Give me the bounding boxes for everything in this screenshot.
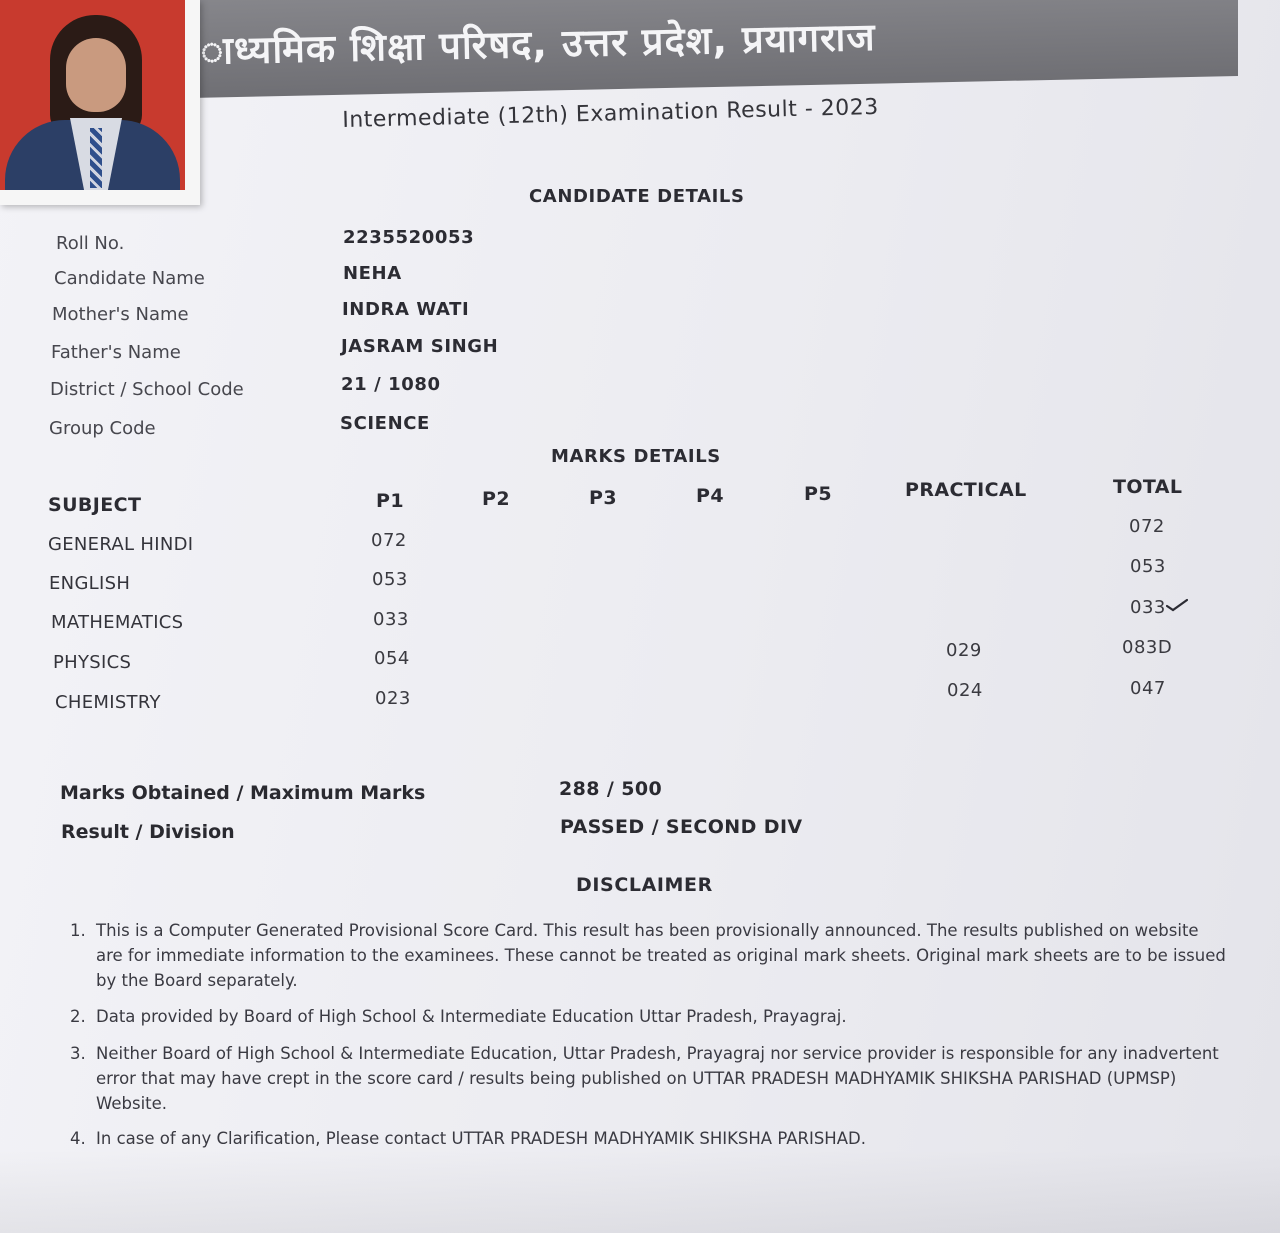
- subject-header: SUBJECT: [48, 494, 142, 516]
- mother-name-value: INDRA WATI: [342, 299, 470, 320]
- table-row-p1: 072: [371, 530, 407, 551]
- disclaimer-item-text: In case of any Clarification, Please contact UTTAR PRADESH MADHYAMIK SHIKSHA PARISHAD.: [96, 1129, 866, 1148]
- page-shadow: [0, 1150, 1280, 1233]
- group-code-label: Group Code: [49, 418, 156, 439]
- disclaimer-heading: DISCLAIMER: [576, 874, 713, 896]
- disclaimer-item-number: 2.: [70, 1007, 86, 1026]
- table-row-total: 047: [1130, 678, 1166, 699]
- candidate-photo: [0, 0, 200, 205]
- table-row-subject: GENERAL HINDI: [48, 534, 194, 555]
- disclaimer-item-number: 3.: [70, 1044, 86, 1063]
- table-row-total: 033: [1130, 597, 1166, 618]
- p4-header: P4: [696, 485, 724, 507]
- table-row-total: 083D: [1122, 637, 1173, 658]
- table-row-p1: 033: [373, 609, 409, 630]
- disclaimer-item: [70, 918, 1230, 993]
- table-row-p1: 053: [372, 569, 408, 590]
- board-title-hindi: ाध्यमिक शिक्षा परिषद, उत्तर प्रदेश, प्रयागराज: [200, 14, 877, 73]
- marks-obtained-label: Marks Obtained / Maximum Marks: [60, 782, 426, 804]
- table-row-p1: 054: [374, 648, 410, 669]
- total-header: TOTAL: [1113, 476, 1183, 498]
- disclaimer-item-number: 1.: [70, 921, 86, 940]
- candidate-name-label: Candidate Name: [54, 268, 205, 289]
- marks-obtained-value: 288 / 500: [559, 778, 663, 800]
- disclaimer-item-text: Neither Board of High School & Intermediate Education, Uttar Pradesh, Prayagraj nor service provider is responsible for any inadvertent error that may have crept in the score card / results being published on UTTAR PRADESH MADHYAMIK SHIKSHA PARISHAD (UPMSP) Website.: [96, 1044, 1219, 1113]
- disclaimer-item-text: This is a Computer Generated Provisional Score Card. This result has been provisionally announced. The results published on website are for immediate information to the examinees. These cannot be treated as original mark sheets. Original mark sheets are to be issued by the Board separately.: [96, 921, 1226, 990]
- table-row-subject: PHYSICS: [53, 652, 132, 673]
- disclaimer-item: [70, 1004, 1230, 1029]
- disclaimer-item-text: Data provided by Board of High School & Intermediate Education Uttar Pradesh, Prayagraj.: [96, 1007, 847, 1026]
- result-division-label: Result / Division: [61, 821, 235, 843]
- marks-details-heading: MARKS DETAILS: [551, 446, 721, 467]
- table-row-practical: 029: [946, 640, 982, 661]
- checkmark-icon: [1166, 598, 1188, 612]
- table-row-subject: MATHEMATICS: [51, 612, 184, 633]
- table-row-subject: CHEMISTRY: [55, 692, 161, 713]
- exam-subtitle: Intermediate (12th) Examination Result - 2023: [342, 94, 879, 133]
- p5-header: P5: [804, 483, 832, 505]
- disclaimer-item: [70, 1126, 1230, 1151]
- table-row-total: 053: [1130, 556, 1166, 577]
- table-row-total: 072: [1129, 516, 1165, 537]
- group-code-value: SCIENCE: [340, 413, 430, 434]
- mother-name-label: Mother's Name: [52, 304, 189, 325]
- candidate-name-value: NEHA: [343, 263, 402, 284]
- practical-header: PRACTICAL: [905, 479, 1027, 501]
- district-school-code-label: District / School Code: [50, 379, 244, 400]
- p1-header: P1: [376, 490, 404, 512]
- candidate-details-heading: CANDIDATE DETAILS: [529, 186, 745, 207]
- p3-header: P3: [589, 487, 617, 509]
- roll-no-label: Roll No.: [56, 233, 125, 254]
- father-name-value: JASRAM SINGH: [341, 336, 499, 357]
- district-school-code-value: 21 / 1080: [341, 374, 441, 395]
- result-division-value: PASSED / SECOND DIV: [560, 816, 803, 838]
- p2-header: P2: [482, 488, 510, 510]
- disclaimer-item-number: 4.: [70, 1129, 86, 1148]
- roll-no-value: 2235520053: [343, 227, 475, 248]
- father-name-label: Father's Name: [51, 342, 181, 363]
- table-row-practical: 024: [947, 680, 983, 701]
- table-row-subject: ENGLISH: [49, 573, 131, 594]
- table-row-p1: 023: [375, 688, 411, 709]
- disclaimer-item: [70, 1041, 1230, 1116]
